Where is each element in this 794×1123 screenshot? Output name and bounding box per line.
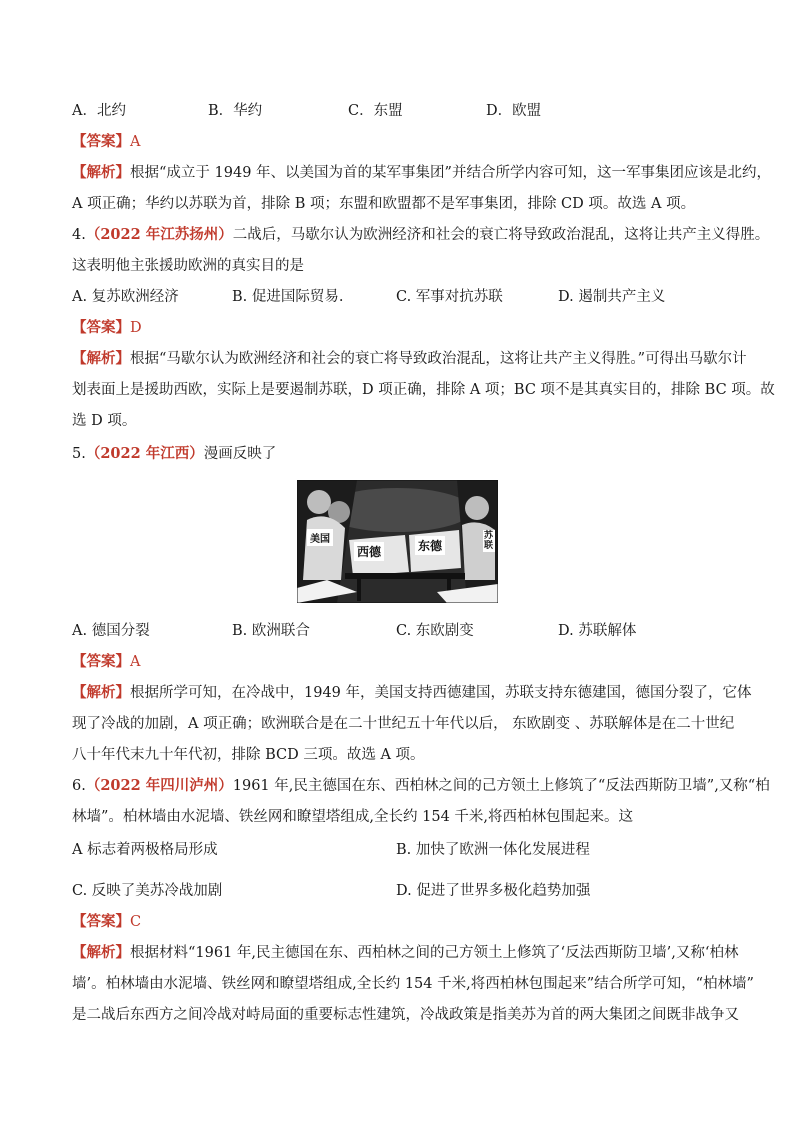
q6-option-a: A 标志着两极格局形成 bbox=[72, 842, 218, 858]
q3-option-a: A．北约 bbox=[72, 103, 126, 119]
q3-analysis-line-1 bbox=[72, 162, 771, 184]
cartoon-image bbox=[297, 480, 498, 603]
q4-analysis-line-3: 选 D 项。 bbox=[72, 413, 137, 429]
q6-option-c: C. 反映了美苏冷战加剧 bbox=[72, 883, 223, 899]
answer-label: 【答案】 bbox=[72, 913, 130, 930]
q6-analysis-line-1 bbox=[72, 942, 738, 964]
q5-option-c: C. 东欧剧变 bbox=[396, 623, 474, 639]
question-source: （2022 年江苏扬州） bbox=[85, 226, 233, 243]
question-source: （2022 年江西） bbox=[85, 445, 204, 462]
q5-analysis-line-3: 八十年代末九十年代初，排除 BCD 三项。故选 A 项。 bbox=[72, 747, 425, 763]
q4-option-c: C. 军事对抗苏联 bbox=[396, 289, 503, 305]
q6-stem-line-1 bbox=[72, 775, 770, 797]
q4-stem-line-2: 这表明他主张援助欧洲的真实目的是 bbox=[72, 258, 304, 274]
q4-stem-line-1 bbox=[72, 224, 769, 246]
q4-answer bbox=[72, 317, 142, 339]
cartoon-label-ussr: 苏联 bbox=[484, 531, 494, 551]
answer-value: C bbox=[130, 914, 142, 930]
q3-answer bbox=[72, 131, 140, 153]
question-stem: 二战后，马歇尔认为欧洲经济和社会的衰亡将导致政治混乱，这将让共产主义得胜。 bbox=[232, 227, 770, 243]
answer-value: A bbox=[130, 134, 141, 150]
q6-analysis-line-2: 墙’。柏林墙由水泥墙、铁丝网和瞭望塔组成,全长约 154 千米,将西柏林包围起来”结合所学可知，“柏林墙” bbox=[72, 976, 754, 992]
cartoon-label-west-germany: 西德 bbox=[354, 542, 384, 561]
question-source: （2022 年四川泸州） bbox=[85, 777, 233, 794]
q3-option-b: B．华约 bbox=[208, 103, 263, 119]
question-number: 4. bbox=[72, 227, 86, 243]
answer-value: D bbox=[130, 320, 142, 336]
analysis-label: 【解析】 bbox=[72, 684, 130, 701]
q4-option-a: A. 复苏欧洲经济 bbox=[72, 289, 179, 305]
answer-label: 【答案】 bbox=[72, 653, 130, 670]
q6-stem-line-2: 林墙”。柏林墙由水泥墙、铁丝网和瞭望塔组成,全长约 154 千米,将西柏林包围起来。这 bbox=[72, 809, 634, 825]
answer-label: 【答案】 bbox=[72, 133, 130, 150]
q6-analysis-line-3: 是二战后东西方之间冷战对峙局面的重要标志性建筑，冷战政策是指美苏为首的两大集团之间既非战争又 bbox=[72, 1007, 739, 1023]
question-number: 5. bbox=[72, 446, 86, 462]
q5-analysis-line-1 bbox=[72, 682, 752, 704]
q4-analysis-line-2: 划表面上是援助西欧，实际上是要遏制苏联，D 项正确，排除 A 项；BC 项不是其真实目的，排除 BC 项。故 bbox=[72, 382, 775, 398]
answer-label: 【答案】 bbox=[72, 319, 130, 336]
question-number: 6. bbox=[72, 778, 86, 794]
q5-answer bbox=[72, 651, 140, 673]
q5-analysis-line-2: 现了冷战的加剧，A 项正确；欧洲联合是在二十世纪五十年代以后， 东欧剧变 、苏联解体是在二十世纪 bbox=[72, 716, 735, 732]
q5-stem bbox=[72, 443, 276, 465]
question-stem: 漫画反映了 bbox=[203, 446, 277, 462]
q3-option-c: C．东盟 bbox=[348, 103, 403, 119]
analysis-text: 根据材料“1961 年,民主德国在东、西柏林之间的己方领土上修筑了‘反法西斯防卫墙’,又称‘柏林 bbox=[130, 945, 739, 961]
q5-option-a: A. 德国分裂 bbox=[72, 623, 150, 639]
analysis-label: 【解析】 bbox=[72, 164, 130, 181]
q3-analysis-line-2: A 项正确；华约以苏联为首，排除 B 项；东盟和欧盟都不是军事集团，排除 CD 项。故选 A 项。 bbox=[72, 196, 696, 212]
answer-value: A bbox=[130, 654, 141, 670]
q4-analysis-line-1 bbox=[72, 348, 747, 370]
analysis-label: 【解析】 bbox=[72, 944, 130, 961]
q6-answer bbox=[72, 911, 141, 933]
q5-option-d: D. 苏联解体 bbox=[558, 623, 637, 639]
q4-option-d: D. 遏制共产主义 bbox=[558, 289, 666, 305]
analysis-text: 根据“马歇尔认为欧洲经济和社会的衰亡将导致政治混乱，这将让共产主义得胜。”可得出马歇尔计 bbox=[130, 351, 747, 367]
analysis-text: 根据所学可知，在冷战中，1949 年，美国支持西德建国，苏联支持东德建国，德国分裂了，它体 bbox=[130, 685, 752, 701]
q5-option-b: B. 欧洲联合 bbox=[232, 623, 310, 639]
analysis-label: 【解析】 bbox=[72, 350, 130, 367]
q3-option-d: D．欧盟 bbox=[486, 103, 542, 119]
q6-option-d: D. 促进了世界多极化趋势加强 bbox=[396, 883, 591, 899]
q4-option-b: B. 促进国际贸易. bbox=[232, 289, 344, 305]
cartoon-label-usa: 美国 bbox=[307, 529, 333, 546]
analysis-text: 根据“成立于 1949 年、以美国为首的某军事集团”并结合所学内容可知，这一军事集团应该是北约， bbox=[130, 165, 771, 181]
question-stem: 1961 年,民主德国在东、西柏林之间的己方领土上修筑了“反法西斯防卫墙”,又称“柏 bbox=[232, 778, 770, 794]
q6-option-b: B. 加快了欧洲一体化发展进程 bbox=[396, 842, 590, 858]
cartoon-label-east-germany: 东德 bbox=[415, 536, 445, 555]
